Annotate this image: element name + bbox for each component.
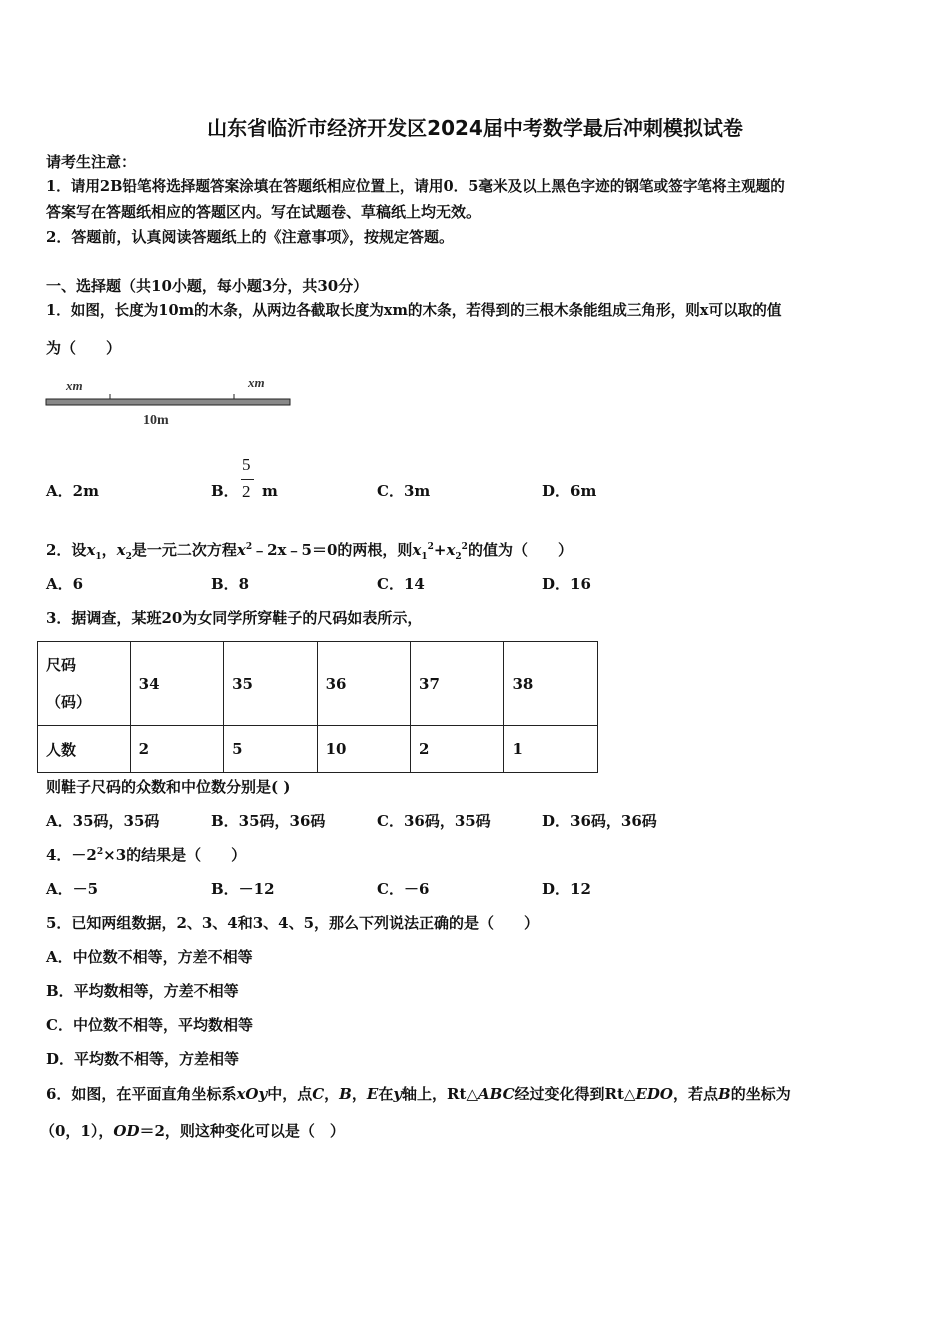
q5-option-b: B．平均数相等，方差不相等: [46, 982, 239, 1000]
q2-option-a: A．6: [46, 575, 84, 593]
q3-option-d: D．36码，36码: [542, 812, 657, 830]
wood-strip: [46, 399, 290, 405]
q4-option-c: C．－6: [377, 880, 430, 898]
q1-option-b-denominator: 2: [242, 482, 251, 501]
q3-option-b: B．35码，36码: [211, 812, 326, 830]
q1-wood-figure: [40, 372, 300, 432]
table-cell: 37: [411, 642, 504, 726]
table-cell: 5: [224, 726, 317, 773]
q3-option-c: C．36码，35码: [377, 812, 491, 830]
q6-line-2: （0，1），OD＝2，则这种变化可以是（ ）: [40, 1122, 345, 1140]
q1-option-b-unit: m: [262, 482, 278, 500]
q3-option-a: A．35码，35码: [46, 812, 160, 830]
fig-label-left: xm: [66, 378, 83, 393]
q2-question: 2．设$x_1$，$x_2$是一元二次方程$x^2﹣2x﹣5=0$的两根，则$x_1^2+x_2^2$的值为（ ）: [46, 541, 573, 562]
q2-option-b: B．8: [211, 575, 250, 593]
table-cell: 36: [317, 642, 410, 726]
q4-option-d: D．12: [542, 880, 591, 898]
table-cell: 2: [130, 726, 223, 773]
q1-option-a: A．2m: [46, 482, 99, 500]
q4-option-b: B．－12: [211, 880, 275, 898]
q1-option-c: C．3m: [377, 482, 431, 500]
q4-question: 4．$-2^2\times 3$的结果是（ ）: [46, 846, 247, 864]
fraction-bar: [241, 479, 254, 480]
table-cell: 尺码 （码）: [38, 642, 131, 726]
notice-line-1: 1．请用2B铅笔将选择题答案涂填在答题纸相应位置上，请用0．5毫米及以上黑色字迹的钢笔或签字笔将主观题的: [46, 178, 785, 195]
notice-heading: 请考生注意：: [46, 153, 137, 171]
fig-label-right: xm: [248, 375, 265, 390]
q1-line-1: 1．如图，长度为10m的木条，从两边各截取长度为xm的木条，若得到的三根木条能组成三角形，则x可以取的值: [46, 302, 782, 319]
q2-option-c: C．14: [377, 575, 425, 593]
table-cell: 1: [504, 726, 598, 773]
q2-option-d: D．16: [542, 575, 591, 593]
table-cell: 2: [411, 726, 504, 773]
shoe-size-table: [37, 641, 598, 773]
table-row: [38, 726, 598, 773]
q1-option-b-numerator: 5: [242, 455, 251, 474]
fig-label-total: 10m: [143, 413, 169, 428]
q3-question: 3．据调查，某班20为女同学所穿鞋子的尺码如表所示，: [46, 609, 423, 627]
q4-option-a: A．－5: [46, 880, 99, 898]
q1-option-b: [211, 481, 239, 501]
table-cell: 人数: [38, 726, 131, 773]
section-heading: 一、选择题（共10小题，每小题3分，共30分）: [46, 277, 369, 295]
q5-option-c: C．中位数不相等，平均数相等: [46, 1016, 253, 1034]
q5-option-a: A．中位数不相等，方差不相等: [46, 948, 253, 966]
table-cell: 35: [224, 642, 317, 726]
table-cell: 38: [504, 642, 598, 726]
table-cell: 34: [130, 642, 223, 726]
q1-option-b-prefix: B．: [211, 482, 239, 500]
q6-line-1: 6．如图，在平面直角坐标系xOy中，点C，B，E在y轴上，Rt△ABC经过变化得到Rt△EDO，若点B的坐标为: [46, 1085, 791, 1103]
notice-line-3: 2．答题前，认真阅读答题纸上的《注意事项》，按规定答题。: [46, 228, 454, 246]
q5-option-d: D．平均数不相等，方差相等: [46, 1050, 240, 1068]
page-title: 山东省临沂市经济开发区2024届中考数学最后冲刺模拟试卷: [207, 116, 743, 140]
q5-question: 5．已知两组数据，2、3、4和3、4、5，那么下列说法正确的是（ ）: [46, 914, 540, 932]
table-cell: 10: [317, 726, 410, 773]
table-row: [38, 642, 598, 726]
q1-option-d: D．6m: [542, 482, 597, 500]
notice-line-2: 答案写在答题纸相应的答题区内。写在试题卷、草稿纸上均无效。: [46, 203, 482, 221]
q3-followup: 则鞋子尺码的众数和中位数分别是( ): [46, 778, 291, 796]
q1-line-2: 为（ ）: [46, 339, 122, 357]
